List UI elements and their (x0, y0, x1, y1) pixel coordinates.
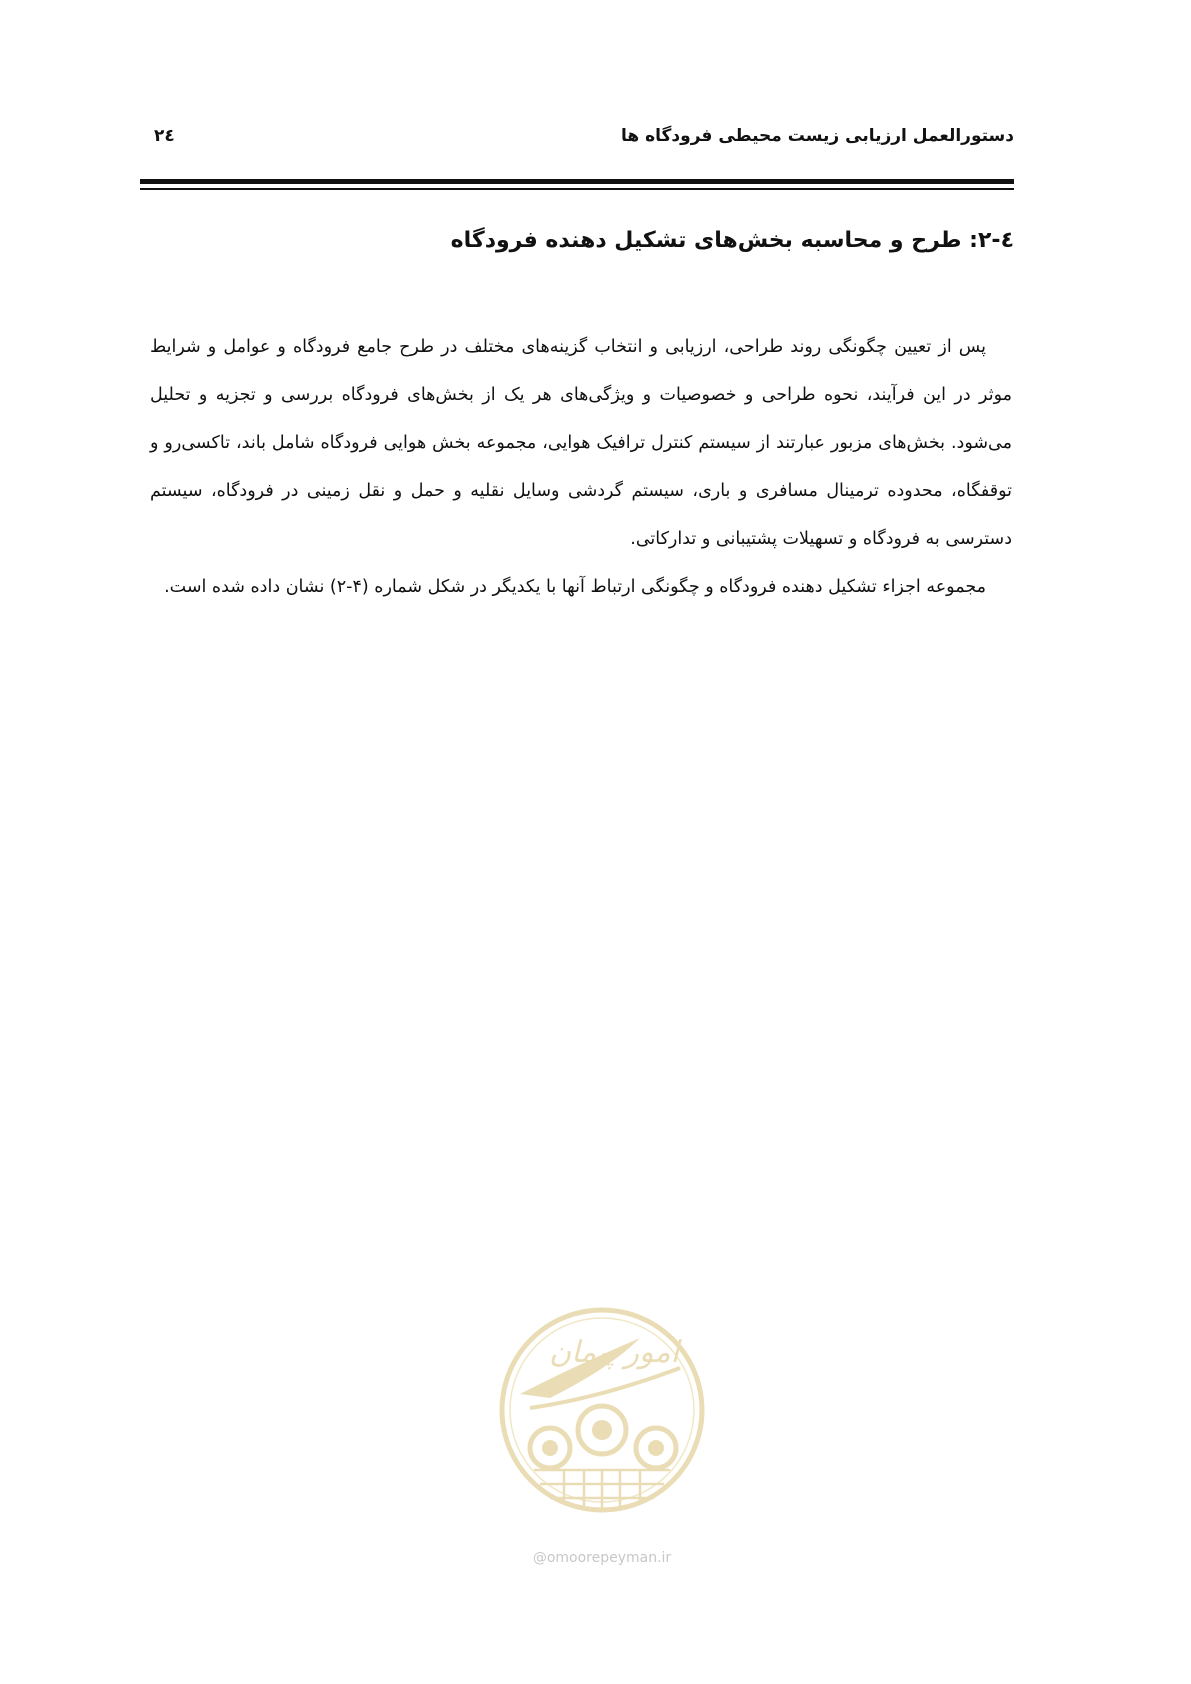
paragraph-1: پس از تعیین چگونگی روند طراحی، ارزیابی و انتخاب گزینه‌های مختلف در طرح جامع فرودگاه و عوامل و شرایط موثر در این فرآیند، نحوه طراحی و خصوصیات و ویژگی‌های هر یک از بخش‌های فرودگاه بررسی و تجزیه و تحلیل می‌شود. بخش‌های مزبور عبارتند از سیستم کنترل ترافیک هوایی، مجموعه بخش هوایی فرودگاه شامل باند، تاکسی‌رو و توقفگاه، محدوده ترمینال مسافری و باری، سیستم گردشی وسایل نقلیه و حمل و نقل زمینی در فرودگاه، سیستم دسترسی به فرودگاه و تسهیلات پشتیبانی و تدارکاتی. (150, 337, 1012, 549)
watermark (490, 1298, 714, 1570)
running-header (140, 126, 1014, 156)
header-rule-thin (140, 188, 1014, 190)
header-title: دستورالعمل ارزیابی زیست محیطی فرودگاه ها (621, 126, 1014, 146)
watermark-logo-text: امور پیمان (549, 1335, 679, 1370)
paragraph-2: مجموعه اجزاء تشکیل دهنده فرودگاه و چگونگی ارتباط آنها با یکدیگر در شکل شماره (۴-۲) نشان داده شده است. (164, 577, 986, 597)
page-number: ۲٤ (154, 126, 175, 146)
watermark-url: @omoorepeyman.ir (532, 1550, 672, 1566)
header-rule-thick (140, 179, 1014, 184)
section-heading: ٤-٢: طرح و محاسبه بخش‌های تشکیل دهنده فرودگاه (450, 228, 1014, 253)
watermark-logo-icon (490, 1298, 714, 1538)
body-text (150, 323, 1012, 611)
